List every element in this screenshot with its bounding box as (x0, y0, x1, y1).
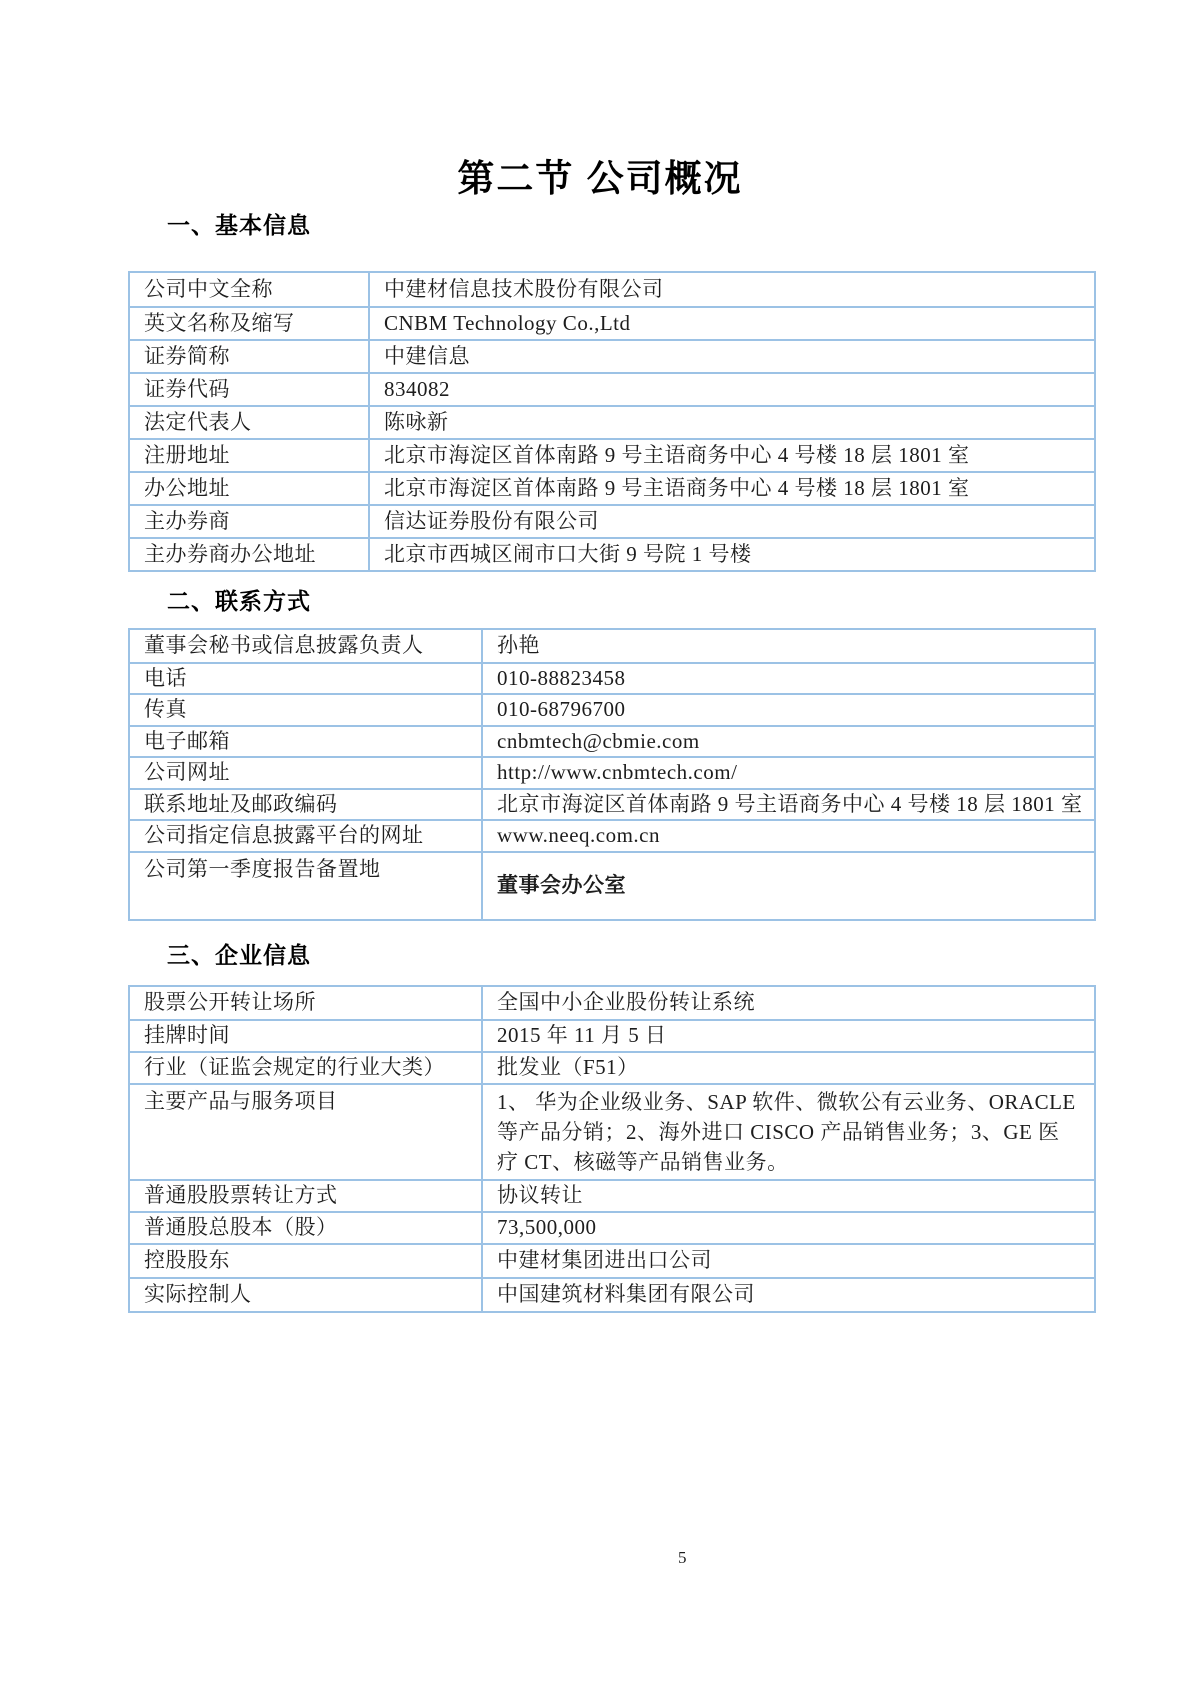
table-row (130, 1019, 1094, 1051)
table-row (130, 438, 1094, 471)
row-value: 陈咏新 (384, 409, 449, 434)
table-row (130, 819, 1094, 851)
row-value: 010-88823458 (497, 665, 626, 690)
row-label: 股票公开转让场所 (130, 987, 483, 1019)
row-label: 主要产品与服务项目 (130, 1085, 483, 1179)
basic-info-table (128, 271, 1096, 572)
row-label: 控股股东 (130, 1245, 483, 1277)
row-value: 北京市西城区闹市口大街 9 号院 1 号楼 (384, 541, 752, 566)
row-value: 协议转让 (497, 1183, 583, 1208)
row-label: 公司网址 (130, 758, 483, 788)
contact-info-table (128, 628, 1096, 921)
row-label: 实际控制人 (130, 1279, 483, 1311)
row-label: 行业（证监会规定的行业大类） (130, 1053, 483, 1083)
table-row (130, 630, 1094, 662)
row-value: 中建材集团进出口公司 (497, 1248, 712, 1273)
table-row (130, 339, 1094, 372)
row-label: 证券简称 (130, 341, 370, 372)
table-row (130, 537, 1094, 570)
row-value: 834082 (384, 376, 450, 401)
row-value: 北京市海淀区首体南路 9 号主语商务中心 4 号楼 18 层 1801 室 (384, 442, 970, 467)
table-row (130, 1277, 1094, 1311)
table-row (130, 1243, 1094, 1277)
table-row (130, 1083, 1094, 1179)
row-label: 传真 (130, 695, 483, 725)
row-value: 北京市海淀区首体南路 9 号主语商务中心 4 号楼 18 层 1801 室 (497, 791, 1083, 816)
row-label: 证券代码 (130, 374, 370, 405)
table-row (130, 725, 1094, 757)
row-value: 中建材信息技术股份有限公司 (384, 276, 664, 301)
row-label: 法定代表人 (130, 407, 370, 438)
row-label: 公司中文全称 (130, 273, 370, 306)
row-value: 董事会办公室 (497, 873, 626, 897)
table-row (130, 1051, 1094, 1083)
row-label: 公司第一季度报告备置地 (130, 853, 483, 919)
row-label: 注册地址 (130, 440, 370, 471)
row-value: 全国中小企业股份转让系统 (497, 990, 755, 1015)
table-row (130, 405, 1094, 438)
row-value: 中国建筑材料集团有限公司 (497, 1282, 755, 1307)
page-number: 5 (678, 1548, 687, 1567)
row-label: 主办券商办公地址 (130, 539, 370, 570)
company-info-table (128, 985, 1096, 1313)
table-row (130, 372, 1094, 405)
section-heading-basic-info: 一、基本信息 (167, 212, 311, 238)
page-title: 第二节 公司概况 (457, 158, 743, 199)
row-label: 电子邮箱 (130, 727, 483, 757)
table-row (130, 756, 1094, 788)
table-row (130, 1211, 1094, 1243)
row-value: 2015 年 11 月 5 日 (497, 1023, 667, 1048)
table-row (130, 788, 1094, 820)
row-value: 73,500,000 (497, 1215, 597, 1240)
row-label: 普通股股票转让方式 (130, 1181, 483, 1211)
row-label: 办公地址 (130, 473, 370, 504)
row-label: 英文名称及缩写 (130, 308, 370, 339)
row-value: 孙艳 (497, 633, 540, 658)
row-label: 公司指定信息披露平台的网址 (130, 821, 483, 851)
table-row (130, 1179, 1094, 1211)
row-value: 1、 华为企业级业务、SAP 软件、微软公有云业务、ORACLE 等产品分销；2、海外进口 CISCO 产品销售业务；3、GE 医疗 CT、核磁等产品销售业务。 (497, 1090, 1076, 1174)
section-heading-contact-info: 二、联系方式 (167, 588, 311, 614)
row-value: CNBM Technology Co.,Ltd (384, 310, 631, 335)
row-label: 联系地址及邮政编码 (130, 790, 483, 820)
table-row (130, 504, 1094, 537)
row-label: 董事会秘书或信息披露负责人 (130, 630, 483, 662)
row-label: 电话 (130, 664, 483, 694)
table-row (130, 662, 1094, 694)
row-label: 挂牌时间 (130, 1021, 483, 1051)
table-row (130, 987, 1094, 1019)
section-heading-company-info: 三、企业信息 (167, 942, 311, 968)
table-row (130, 471, 1094, 504)
row-value: 010-68796700 (497, 697, 626, 722)
table-row (130, 693, 1094, 725)
row-label: 普通股总股本（股） (130, 1213, 483, 1243)
row-value: 中建信息 (384, 343, 470, 368)
table-row (130, 306, 1094, 339)
row-value: http://www.cnbmtech.com/ (497, 760, 738, 785)
table-row (130, 273, 1094, 306)
row-label: 主办券商 (130, 506, 370, 537)
row-value: 批发业（F51） (497, 1055, 639, 1080)
row-value: cnbmtech@cbmie.com (497, 728, 700, 753)
row-value: 信达证券股份有限公司 (384, 508, 599, 533)
row-value: 北京市海淀区首体南路 9 号主语商务中心 4 号楼 18 层 1801 室 (384, 475, 970, 500)
row-value: www.neeq.com.cn (497, 823, 661, 848)
table-row (130, 851, 1094, 919)
